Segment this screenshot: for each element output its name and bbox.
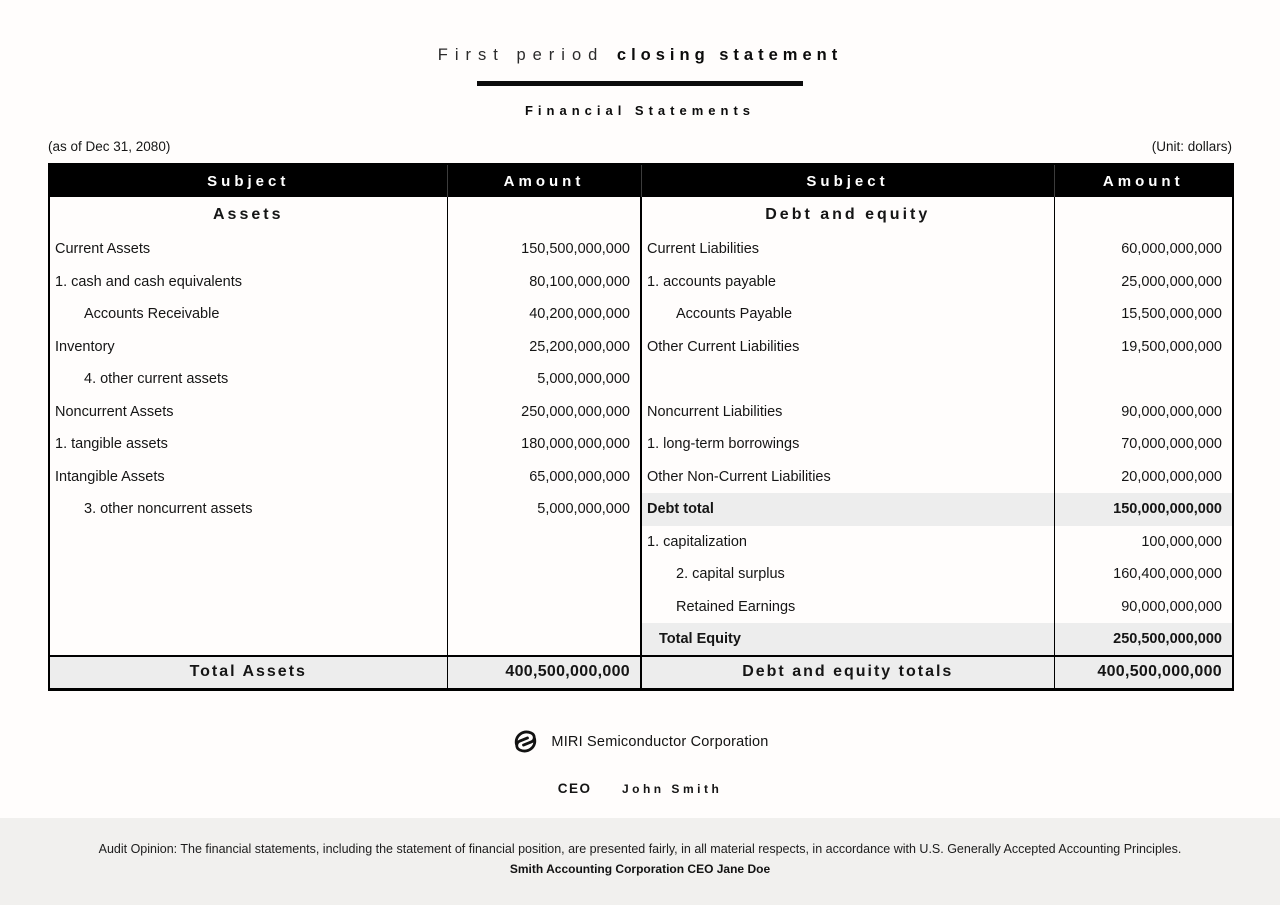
row-label: 1. tangible assets (55, 436, 168, 453)
ceo-label: CEO (557, 781, 592, 796)
table-row (49, 591, 1233, 624)
ceo-signature (0, 780, 1280, 798)
row-label: 1. capitalization (641, 526, 1054, 559)
row-label: 4. other current assets (84, 371, 229, 388)
row-label: Noncurrent Assets (55, 403, 174, 420)
row-amount: 25,000,000,000 (1054, 266, 1233, 299)
table-row-debt-total (49, 493, 1233, 526)
table-row (49, 526, 1233, 559)
row-label: Retained Earnings (641, 591, 1054, 624)
row-amount: 100,000,000 (1054, 526, 1233, 559)
section-title-debt-equity: Debt and equity (641, 197, 1054, 233)
row-label: Accounts Payable (641, 298, 1054, 331)
row-amount (447, 591, 641, 624)
row-amount: 15,500,000,000 (1054, 298, 1233, 331)
document-header (0, 0, 1280, 118)
row-amount: 5,000,000,000 (447, 493, 641, 526)
debt-equity-totals-amount: 400,500,000,000 (1054, 656, 1233, 690)
row-label: 1. cash and cash equivalents (55, 273, 243, 290)
unit-label: (Unit: dollars) (1151, 139, 1232, 154)
table-row (49, 461, 1233, 494)
row-label (641, 363, 1054, 396)
row-amount: 70,000,000,000 (1054, 428, 1233, 461)
column-header-amount-left: Amount (447, 164, 641, 197)
row-label: Total Equity (641, 623, 1054, 656)
row-amount (1054, 363, 1233, 396)
table-row (49, 298, 1233, 331)
row-label (49, 623, 447, 656)
row-amount: 90,000,000,000 (1054, 591, 1233, 624)
table-row (49, 331, 1233, 364)
company-name: MIRI Semiconductor Corporation (551, 733, 769, 750)
total-assets-label: Total Assets (49, 656, 447, 690)
row-label (49, 591, 447, 624)
table-row (49, 396, 1233, 429)
row-amount: 160,400,000,000 (1054, 558, 1233, 591)
row-amount (447, 558, 641, 591)
row-amount: 90,000,000,000 (1054, 396, 1233, 429)
table-row (49, 428, 1233, 461)
row-amount: 25,200,000,000 (447, 331, 641, 364)
page-subtitle: Financial Statements (524, 103, 756, 118)
row-label: Other Non-Current Liabilities (641, 461, 1054, 494)
meta-row (48, 139, 1232, 154)
as-of-date: (as of Dec 31, 2080) (48, 139, 171, 154)
row-amount: 40,200,000,000 (447, 298, 641, 331)
row-amount: 60,000,000,000 (1054, 233, 1233, 266)
table-row-total-equity (49, 623, 1233, 656)
table-header-row (49, 164, 1233, 197)
company-signature (0, 727, 1280, 756)
section-title-assets: Assets (213, 206, 284, 223)
row-amount: 65,000,000,000 (447, 461, 641, 494)
audit-opinion-text: Audit Opinion: The financial statements, including the statement of financial position, are presented fairly, in all material respects, in accordance with U.S. Generally Accepted Accounting Principles. (98, 842, 1182, 856)
row-amount: 250,500,000,000 (1054, 623, 1233, 656)
row-label: Accounts Receivable (84, 306, 220, 323)
row-label: Current Assets (55, 241, 151, 258)
table-row (49, 363, 1233, 396)
row-label: Current Liabilities (641, 233, 1054, 266)
column-header-subject-right: Subject (641, 164, 1054, 197)
row-amount: 80,100,000,000 (447, 266, 641, 299)
row-label: 2. capital surplus (641, 558, 1054, 591)
page-title (0, 46, 1280, 65)
row-amount: 19,500,000,000 (1054, 331, 1233, 364)
page-title-bold: closing statement (616, 46, 843, 64)
table-row (49, 233, 1233, 266)
row-label: Inventory (55, 338, 115, 355)
row-label (49, 558, 447, 591)
row-amount (447, 526, 641, 559)
row-amount: 20,000,000,000 (1054, 461, 1233, 494)
auditor-signature: Smith Accounting Corporation CEO Jane Doe (509, 862, 771, 876)
row-amount: 150,000,000,000 (1054, 493, 1233, 526)
column-header-amount-right: Amount (1054, 164, 1233, 197)
row-label: Intangible Assets (55, 468, 165, 485)
row-label: Debt total (641, 493, 1054, 526)
row-amount: 150,500,000,000 (447, 233, 641, 266)
table-row (49, 266, 1233, 299)
row-amount: 250,000,000,000 (447, 396, 641, 429)
row-label: 1. long-term borrowings (641, 428, 1054, 461)
title-underline (477, 81, 803, 86)
column-header-subject-left: Subject (49, 164, 447, 197)
total-assets-amount: 400,500,000,000 (447, 656, 641, 690)
row-amount: 180,000,000,000 (447, 428, 641, 461)
page-title-light: First period (437, 46, 605, 64)
ceo-name: John Smith (621, 782, 723, 796)
debt-equity-totals-label: Debt and equity totals (641, 656, 1054, 690)
table-row (49, 558, 1233, 591)
row-amount: 5,000,000,000 (447, 363, 641, 396)
totals-row (49, 656, 1233, 690)
company-logo-icon (511, 727, 540, 756)
row-label: 3. other noncurrent assets (84, 501, 253, 518)
row-label: Noncurrent Liabilities (641, 396, 1054, 429)
row-amount (447, 623, 641, 656)
row-label: 1. accounts payable (641, 266, 1054, 299)
section-title-row (49, 197, 1233, 233)
row-label: Other Current Liabilities (641, 331, 1054, 364)
audit-opinion-band (0, 818, 1280, 905)
row-label (49, 526, 447, 559)
balance-sheet-table (48, 163, 1234, 691)
